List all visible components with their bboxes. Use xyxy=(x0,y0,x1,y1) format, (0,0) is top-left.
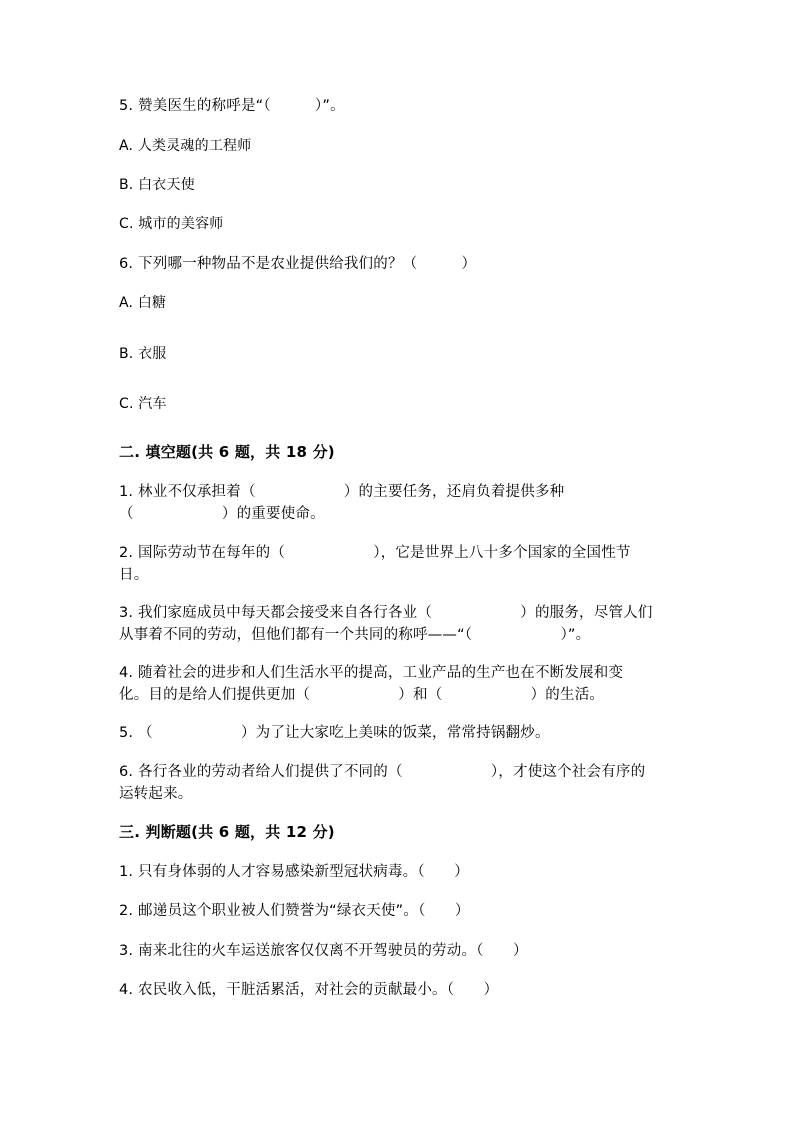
question-6-option-c: C. 汽车 xyxy=(119,396,167,412)
judge-question-4: 4. 农民收入低，干脏活累活，对社会的贡献最小。（ ） xyxy=(119,982,499,998)
question-5-option-b: B. 白衣天使 xyxy=(119,177,195,193)
fill-question-1-line-1: 1. 林业不仅承担着（ ）的主要任务，还肩负着提供多种 xyxy=(119,484,565,500)
fill-question-2-line-2: 日。 xyxy=(119,567,149,583)
fill-question-6-line-2: 运转起来。 xyxy=(119,786,193,802)
question-6-option-b: B. 衣服 xyxy=(119,346,167,362)
fill-question-6-line-1: 6. 各行各业的劳动者给人们提供了不同的（ ），才使这个社会有序的 xyxy=(119,764,646,780)
fill-question-3-line-2: 从事着不同的劳动，但他们都有一个共同的称呼——“（ ）”。 xyxy=(119,627,591,643)
judge-question-3: 3. 南来北往的火车运送旅客仅仅离不开驾驶员的劳动。（ ） xyxy=(119,943,528,959)
judge-question-1: 1. 只有身体弱的人才容易感染新型冠状病毒。（ ） xyxy=(119,864,469,880)
fill-question-1-line-2: （ ）的重要使命。 xyxy=(119,506,325,522)
question-6-stem: 6. 下列哪一种物品不是农业提供给我们的？（ ） xyxy=(119,256,477,272)
fill-question-4-line-1: 4. 随着社会的进步和人们生活水平的提高，工业产品的生产也在不断发展和变 xyxy=(119,665,624,681)
fill-question-2-line-1: 2. 国际劳动节在每年的（ ），它是世界上八十多个国家的全国性节 xyxy=(119,545,631,561)
fill-question-3-line-1: 3. 我们家庭成员中每天都会接受来自各行各业（ ）的服务，尽管人们 xyxy=(119,605,653,621)
fill-question-5-line-1: 5. （ ）为了让大家吃上美味的饭菜，常常持锅翻炒。 xyxy=(119,725,550,741)
judge-heading: 三. 判断题(共 6 题，共 12 分) xyxy=(119,823,335,841)
fill-question-4-line-2: 化。目的是给人们提供更加（ ）和（ ）的生活。 xyxy=(119,687,605,703)
question-6-option-a: A. 白糖 xyxy=(119,295,167,311)
judge-question-2: 2. 邮递员这个职业被人们赞誉为“绿衣天使”。（ ） xyxy=(119,903,470,919)
question-5-option-c: C. 城市的美容师 xyxy=(119,216,224,232)
question-5-stem: 5. 赞美医生的称呼是“（ ）”。 xyxy=(119,98,345,114)
question-5-option-a: A. 人类灵魂的工程师 xyxy=(119,138,252,154)
fill-blank-heading: 二. 填空题(共 6 题，共 18 分) xyxy=(119,443,335,461)
